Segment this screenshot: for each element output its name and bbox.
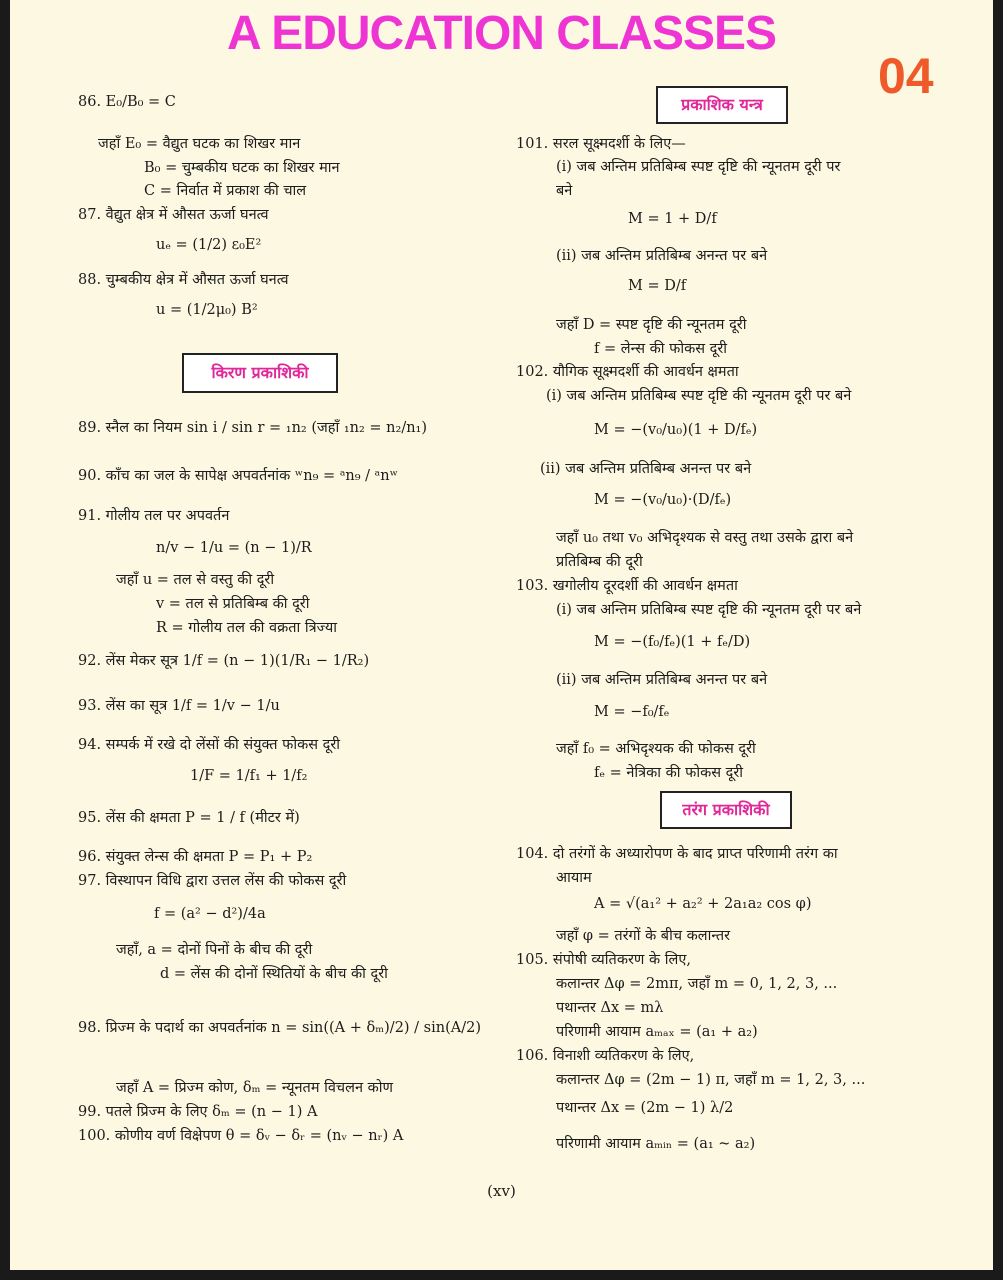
formula-96: 96. संयुक्त लेन्स की क्षमता P = P₁ + P₂ <box>78 849 313 865</box>
text-line: जहाँ u = तल से वस्तु की दूरी <box>116 572 275 588</box>
formula-91: 91. गोलीय तल पर अपवर्तन <box>78 508 230 524</box>
section-box-ray-optics <box>182 353 338 393</box>
text-line: d = लेंस की दोनों स्थितियों के बीच की दूरी <box>160 966 388 982</box>
formula-103: 103. खगोलीय दूरदर्शी की आवर्धन क्षमता <box>516 578 738 594</box>
text-line: जहाँ φ = तरंगों के बीच कलान्तर <box>556 928 731 944</box>
text-line: परिणामी आयाम aₘₐₓ = (a₁ + a₂) <box>556 1024 758 1040</box>
text-line: (ii) जब अन्तिम प्रतिबिम्ब अनन्त पर बने <box>540 461 752 477</box>
formula-line: M = −(f₀/fₑ)(1 + fₑ/D) <box>594 634 751 650</box>
formula-98: 98. प्रिज्म के पदार्थ का अपवर्तनांक n = sin((A + δₘ)/2) / sin(A/2) <box>78 1020 481 1036</box>
formula-106: 106. विनाशी व्यतिकरण के लिए, <box>516 1048 695 1064</box>
formula-89: 89. स्नैल का नियम sin i / sin r = ₁n₂ (जहाँ ₁n₂ = n₂/n₁) <box>78 420 428 436</box>
text-line: बने <box>556 183 573 199</box>
formula-line: M = D/f <box>628 278 687 294</box>
text-line: परिणामी आयाम aₘᵢₙ = (a₁ ~ a₂) <box>556 1136 756 1152</box>
text-line: v = तल से प्रतिबिम्ब की दूरी <box>156 596 310 612</box>
formula-line: 1/F = 1/f₁ + 1/f₂ <box>190 768 308 784</box>
text-line: आयाम <box>556 870 592 886</box>
text-line: B₀ = चुम्बकीय घटक का शिखर मान <box>144 160 340 176</box>
text-line: (i) जब अन्तिम प्रतिबिम्ब स्पष्ट दृष्टि की न्यूनतम दूरी पर <box>556 159 841 175</box>
formula-90: 90. काँच का जल के सापेक्ष अपवर्तनांक ʷn₉ = ᵃn₉ / ᵃnʷ <box>78 468 399 484</box>
text-line: पथान्तर Δx = mλ <box>556 1000 664 1016</box>
formula-line: n/v − 1/u = (n − 1)/R <box>156 540 312 556</box>
formula-104: 104. दो तरंगों के अध्यारोपण के बाद प्राप्त परिणामी तरंग का <box>516 846 838 862</box>
document-page <box>10 0 993 1270</box>
section-title: प्रकाशिक यन्त्र <box>681 95 763 114</box>
section-box-optical-instruments <box>656 86 788 124</box>
formula-92: 92. लेंस मेकर सूत्र 1/f = (n − 1)(1/R₁ − 1/R₂) <box>78 653 370 669</box>
page-number-badge: 04 <box>878 48 934 104</box>
formula-line: f = (a² − d²)/4a <box>154 906 266 922</box>
text-line: (ii) जब अन्तिम प्रतिबिम्ब अनन्त पर बने <box>556 672 768 688</box>
formula-105: 105. संपोषी व्यतिकरण के लिए, <box>516 952 691 968</box>
formula-97: 97. विस्थापन विधि द्वारा उत्तल लेंस की फोकस दूरी <box>78 873 347 889</box>
formula-101: 101. सरल सूक्ष्मदर्शी के लिए— <box>516 136 686 152</box>
text-line: जहाँ u₀ तथा v₀ अभिदृश्यक से वस्तु तथा उसके द्वारा बने <box>556 530 854 546</box>
formula-100: 100. कोणीय वर्ण विक्षेपण θ = δᵥ − δᵣ = (nᵥ − nᵣ) A <box>78 1128 404 1144</box>
text-line: पथान्तर Δx = (2m − 1) λ/2 <box>556 1100 734 1116</box>
formula-99: 99. पतले प्रिज्म के लिए δₘ = (n − 1) A <box>78 1104 318 1120</box>
text-line: कलान्तर Δφ = (2m − 1) π, जहाँ m = 1, 2, 3, ... <box>556 1072 866 1088</box>
text-line: प्रतिबिम्ब की दूरी <box>556 554 643 570</box>
formula-line: u = (1/2μ₀) B² <box>156 302 258 318</box>
section-title: किरण प्रकाशिकी <box>211 363 309 382</box>
formula-line: M = −(v₀/u₀)(1 + D/fₑ) <box>594 422 758 438</box>
text-line: कलान्तर Δφ = 2mπ, जहाँ m = 0, 1, 2, 3, ... <box>556 976 838 992</box>
formula-88: 88. चुम्बकीय क्षेत्र में औसत ऊर्जा घनत्व <box>78 272 289 288</box>
formula-line: A = √(a₁² + a₂² + 2a₁a₂ cos φ) <box>594 896 812 912</box>
text-line: (ii) जब अन्तिम प्रतिबिम्ब अनन्त पर बने <box>556 248 768 264</box>
text-line: fₑ = नेत्रिका की फोकस दूरी <box>594 765 744 781</box>
page-title: A EDUCATION CLASSES <box>226 7 777 60</box>
footer-page-number: (xv) <box>487 1182 516 1200</box>
formula-93: 93. लेंस का सूत्र 1/f = 1/v − 1/u <box>78 698 280 714</box>
text-line: जहाँ f₀ = अभिदृश्यक की फोकस दूरी <box>556 741 756 757</box>
text-line: (i) जब अन्तिम प्रतिबिम्ब स्पष्ट दृष्टि की न्यूनतम दूरी पर बने <box>556 602 862 618</box>
formula-95: 95. लेंस की क्षमता P = 1 / f (मीटर में) <box>78 810 300 826</box>
formula-line: M = −(v₀/u₀)·(D/fₑ) <box>594 492 732 508</box>
text-line: (i) जब अन्तिम प्रतिबिम्ब स्पष्ट दृष्टि की न्यूनतम दूरी पर बने <box>546 388 852 404</box>
text-line: जहाँ A = प्रिज्म कोण, δₘ = न्यूनतम विचलन कोण <box>116 1080 393 1096</box>
section-box-wave-optics <box>660 791 792 829</box>
text-line: R = गोलीय तल की वक्रता त्रिज्या <box>156 620 338 636</box>
text-line: C = निर्वात में प्रकाश की चाल <box>144 183 307 199</box>
formula-line: M = 1 + D/f <box>628 211 717 227</box>
text-line: जहाँ, a = दोनों पिनों के बीच की दूरी <box>116 942 313 958</box>
formula-87: 87. वैद्युत क्षेत्र में औसत ऊर्जा घनत्व <box>78 207 269 223</box>
text-line: f = लेन्स की फोकस दूरी <box>594 341 728 357</box>
text-line: जहाँ E₀ = वैद्युत घटक का शिखर मान <box>98 136 301 152</box>
text-line: जहाँ D = स्पष्ट दृष्टि की न्यूनतम दूरी <box>556 317 747 333</box>
formula-86: 86. E₀/B₀ = C <box>78 94 176 110</box>
formula-102: 102. यौगिक सूक्ष्मदर्शी की आवर्धन क्षमता <box>516 364 739 380</box>
formula-94: 94. सम्पर्क में रखे दो लेंसों की संयुक्त फोकस दूरी <box>78 737 341 753</box>
section-title: तरंग प्रकाशिकी <box>682 800 770 819</box>
formula-line: M = −f₀/fₑ <box>594 704 670 720</box>
formula-line: uₑ = (1/2) ε₀E² <box>156 237 262 253</box>
